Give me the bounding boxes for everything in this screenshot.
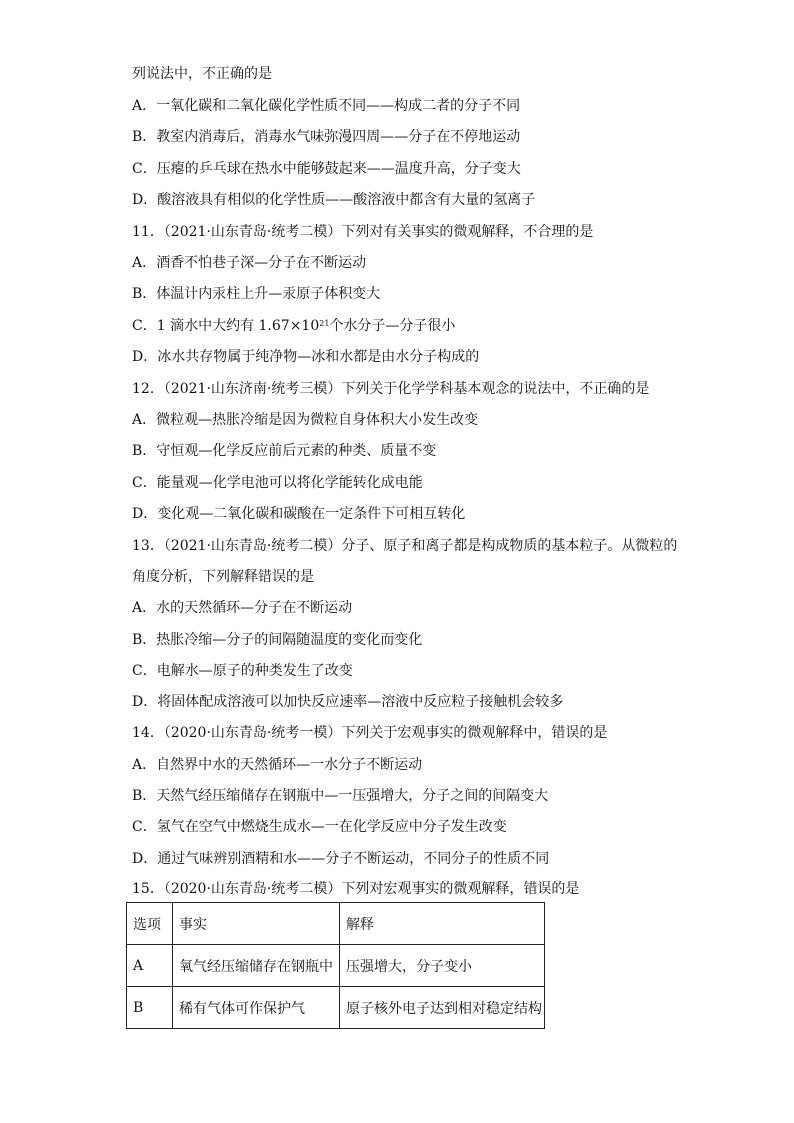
question-line: 13．（2021·山东青岛·统考二模）分子、原子和离子都是构成物质的基本粒子。从微粒的: [132, 538, 678, 554]
option-line: A．酒香不怕巷子深—分子在不断运动: [132, 255, 367, 271]
option-line: D．酸溶液具有相似的化学性质——酸溶液中都含有大量的氢离子: [132, 192, 536, 208]
option-line: C．能量观—化学电池可以将化学能转化成电能: [132, 475, 423, 491]
question-line: 12．（2021·山东济南·统考三模）下列关于化学学科基本观念的说法中，不正确的是: [132, 381, 650, 397]
table-row: [127, 987, 545, 1029]
question-line: 角度分析，下列解释错误的是: [132, 569, 314, 585]
option-line: A．一氧化碳和二氧化碳化学性质不同——构成二者的分子不同: [132, 98, 521, 114]
table-cell: B: [127, 987, 173, 1029]
option-text: C．1 滴水中大约有 1.67×10: [132, 318, 320, 334]
table-cell: 压强增大，分子变小: [340, 945, 545, 987]
table-cell: A: [127, 945, 173, 987]
option-line: C．压瘪的乒乓球在热水中能够鼓起来——温度升高，分子变大: [132, 161, 521, 177]
option-line: B．守恒观—化学反应前后元素的种类、质量不变: [132, 443, 437, 459]
question-line: 14．（2020·山东青岛·统考一模）下列关于宏观事实的微观解释中，错误的是: [132, 725, 608, 741]
option-line: A．自然界中水的天然循环—一水分子不断运动: [132, 757, 423, 773]
table-cell: 稀有气体可作保护气: [173, 987, 340, 1029]
answer-table: [126, 902, 545, 1029]
option-line: B．热胀冷缩—分子的间隔随温度的变化而变化: [132, 632, 423, 648]
option-line: C．氢气在空气中燃烧生成水—一在化学反应中分子发生改变: [132, 819, 507, 835]
table-cell: 氧气经压缩储存在钢瓶中: [173, 945, 340, 987]
option-line: [132, 316, 455, 336]
option-line: C．电解水—原子的种类发生了改变: [132, 663, 353, 679]
question-line: 11．（2021·山东青岛·统考二模）下列对有关事实的微观解释，不合理的是: [132, 224, 594, 240]
text-line: 列说法中，不正确的是: [132, 66, 272, 82]
option-line: A．水的天然循环—分子在不断运动: [132, 600, 353, 616]
table-cell: 原子核外电子达到相对稳定结构: [340, 987, 545, 1029]
option-line: D．冰水共存物属于纯净物—冰和水都是由水分子构成的: [132, 349, 480, 365]
option-text: 个水分子—分子很小: [329, 318, 456, 334]
table-header-cell: 选项: [127, 903, 173, 945]
table-row: [127, 945, 545, 987]
option-line: B．天然气经压缩储存在钢瓶中—一压强增大，分子之间的间隔变大: [132, 788, 549, 804]
table-header-cell: 事实: [173, 903, 340, 945]
option-line: D．将固体配成溶液可以加快反应速率—溶液中反应粒子接触机会较多: [132, 694, 564, 710]
table-header-row: [127, 903, 545, 945]
option-line: B．教室内消毒后，消毒水气味弥漫四周——分子在不停地运动: [132, 129, 521, 145]
option-line: D．通过气味辨别酒精和水——分子不断运动，不同分子的性质不同: [132, 851, 550, 867]
table-header-cell: 解释: [340, 903, 545, 945]
option-line: B．体温计内汞柱上升—汞原子体积变大: [132, 286, 381, 302]
question-line: 15．（2020·山东青岛·统考二模）下列对宏观事实的微观解释，错误的是: [132, 881, 580, 897]
exponent: 21: [319, 319, 330, 328]
option-line: D．变化观—二氧化碳和碳酸在一定条件下可相互转化: [132, 506, 466, 522]
option-line: A．微粒观—热胀冷缩是因为微粒自身体积大小发生改变: [132, 412, 479, 428]
